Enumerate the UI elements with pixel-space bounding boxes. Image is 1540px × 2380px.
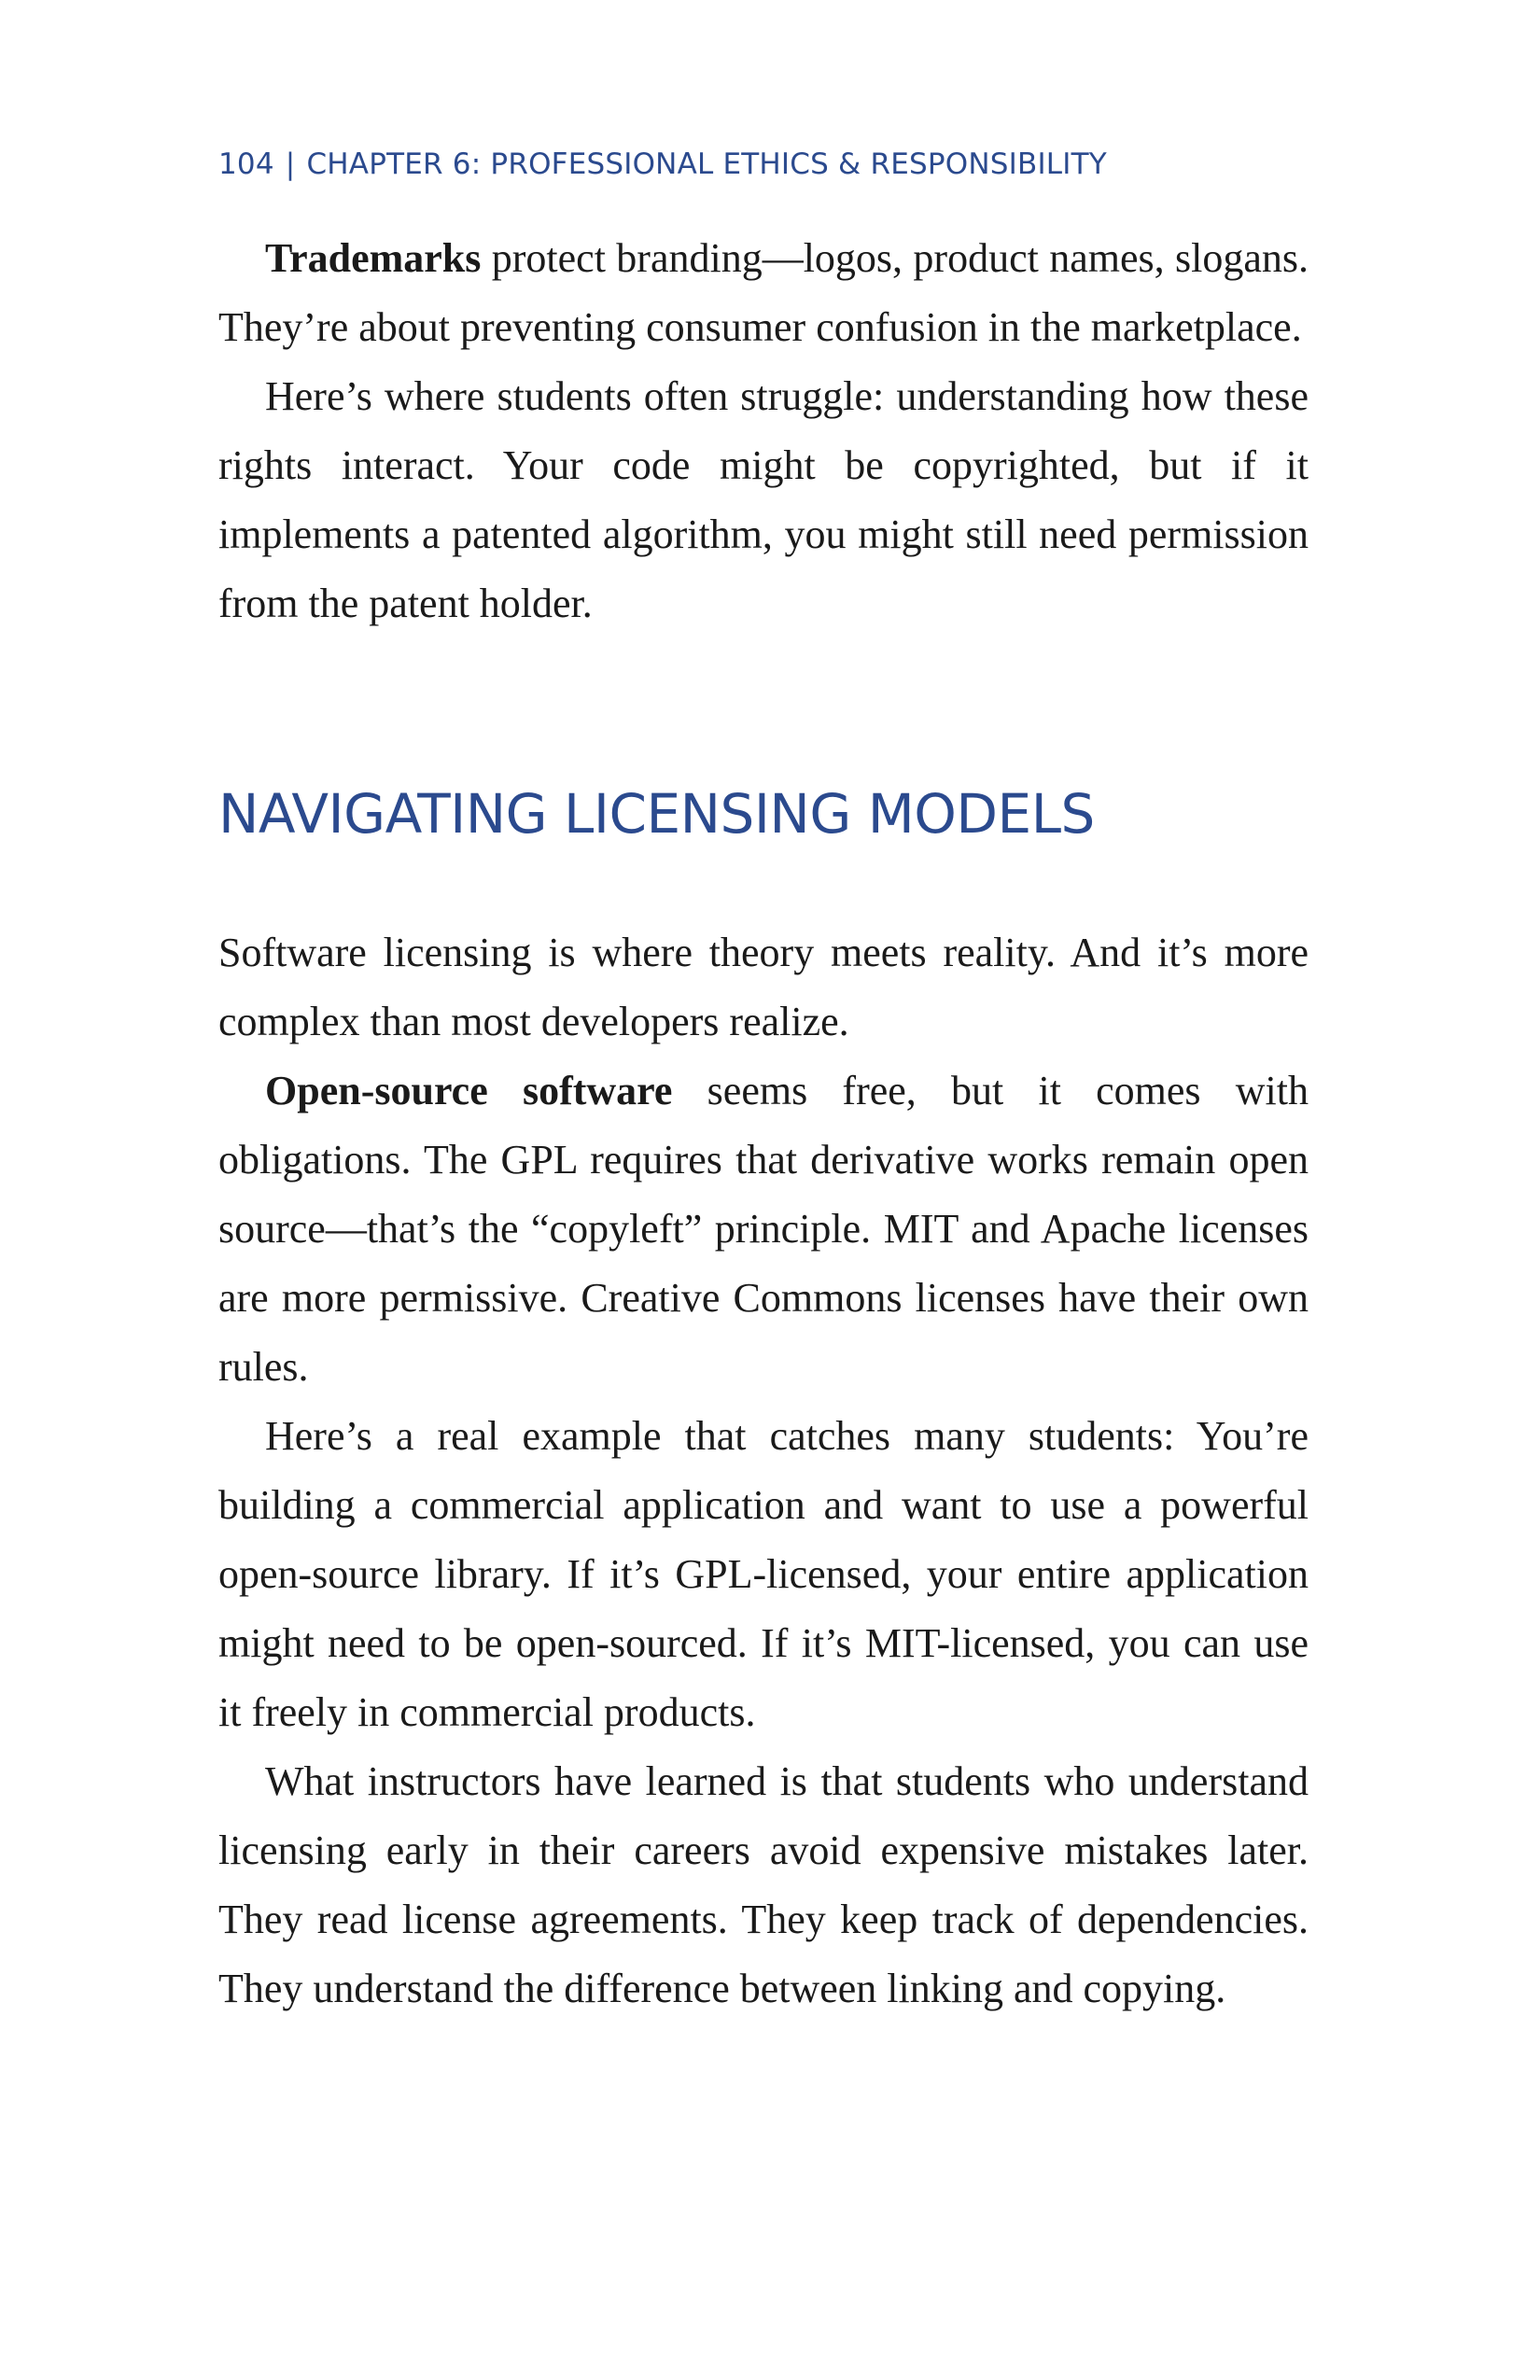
paragraph-text: What instructors have learned is that students who understand licensing early in their careers avoid expensive mistakes later. They read license agreements. They keep track of dependencies. They understand the difference between linking and copying.: [218, 1758, 1309, 2011]
paragraph-text: protect branding—logos, product names, slogans. They’re about preventing consumer confusion in the marketplace.: [218, 235, 1309, 350]
section-heading: NAVIGATING LICENSING MODELS: [218, 782, 1095, 846]
running-head-separator: |: [285, 147, 296, 181]
running-head: [218, 147, 1107, 181]
section-two-body: [218, 918, 1309, 2023]
paragraph-instructors: [218, 1747, 1309, 2023]
page-number: 104: [218, 147, 274, 181]
paragraph-rights-interact: [218, 362, 1309, 638]
paragraph-text: Software licensing is where theory meets reality. And it’s more complex than most developers realize.: [218, 930, 1309, 1044]
bold-term-trademarks: Trademarks: [265, 235, 482, 281]
chapter-title: CHAPTER 6: PROFESSIONAL ETHICS & RESPONSIBILITY: [306, 147, 1107, 181]
paragraph-trademarks: [218, 224, 1309, 362]
paragraph-open-source: [218, 1057, 1309, 1402]
paragraph-real-example: [218, 1402, 1309, 1747]
section-one-body: [218, 224, 1309, 638]
paragraph-text: Here’s a real example that catches many students: You’re building a commercial application and want to use a powerful open-source library. If it’s GPL-licensed, your entire application might need to be open-sourced. If it’s MIT-licensed, you can use it freely in commercial products.: [218, 1413, 1309, 1735]
bold-term-open-source: Open-source software: [265, 1068, 673, 1113]
paragraph-licensing-intro: [218, 918, 1309, 1057]
paragraph-text: Here’s where students often struggle: understanding how these rights interact. Your code might be copyrighted, but if it implements a patented algorithm, you might still need permission from the patent holder.: [218, 373, 1309, 626]
paragraph-text: seems free, but it comes with obligations. The GPL requires that derivative works remain open source—that’s the “copyleft” principle. MIT and Apache licenses are more permissive. Creative Commons licenses have their own rules.: [218, 1068, 1309, 1390]
